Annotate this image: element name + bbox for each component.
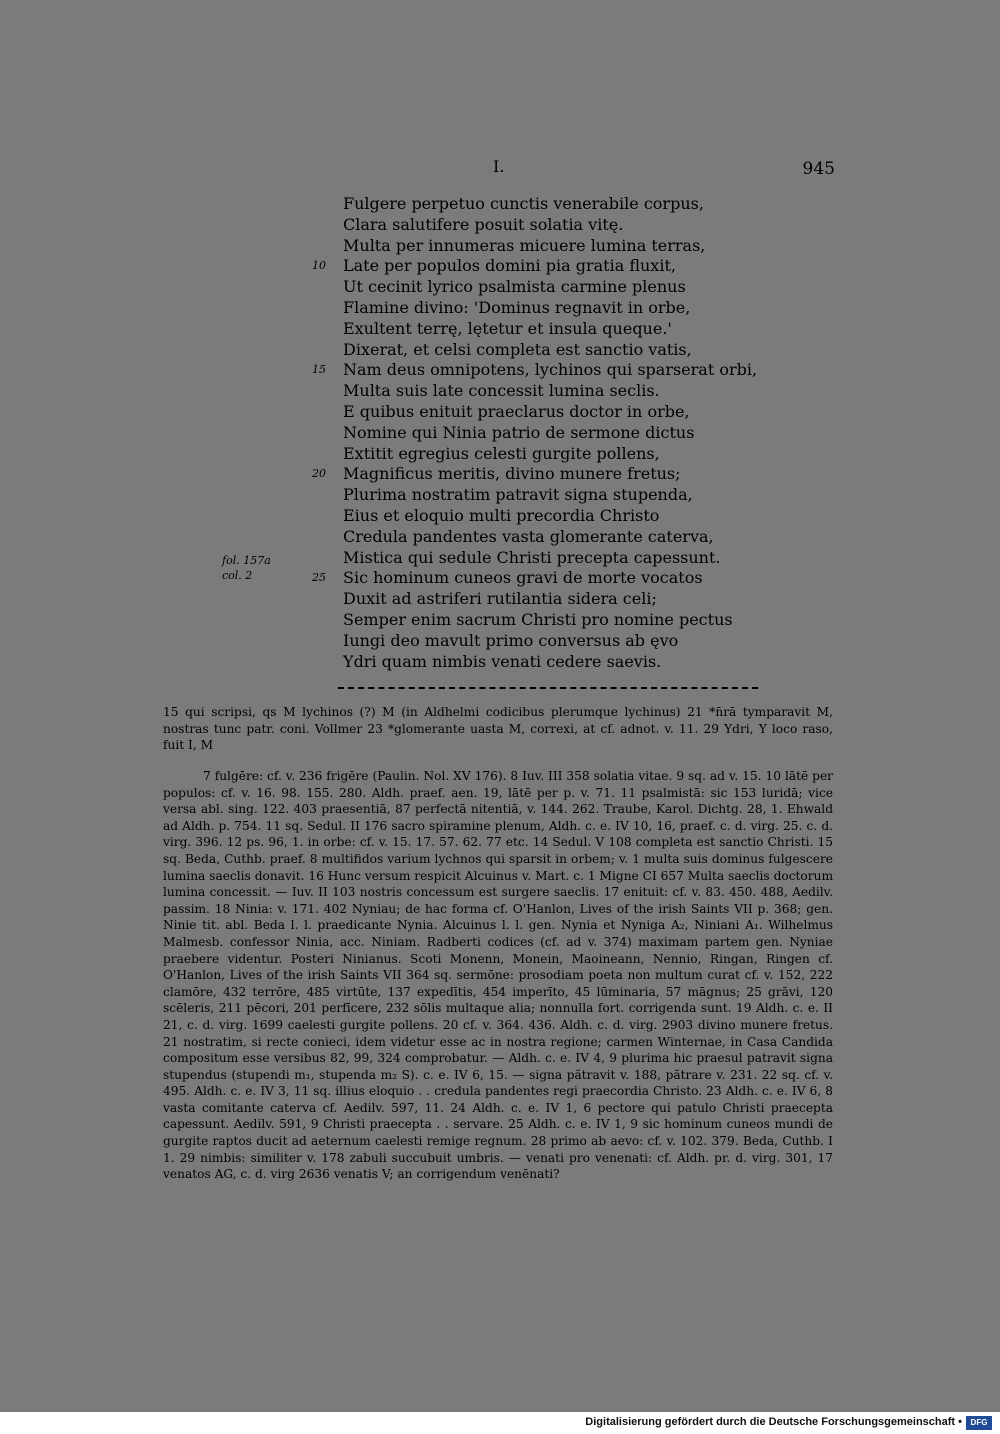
- verse-line: [300, 298, 760, 319]
- verse-line: [300, 215, 760, 236]
- section-divider: [338, 687, 758, 689]
- verse-text: Late per populos domini pia gratia fluxit,: [343, 256, 676, 276]
- verse-text: Credula pandentes vasta glomerante caterva,: [343, 526, 714, 546]
- verse-number: 25: [312, 571, 326, 585]
- verse-text: Sic hominum cuneos gravi de morte vocatos: [343, 568, 703, 588]
- verse-line: [300, 631, 760, 652]
- dfg-logo: DFG: [966, 1416, 992, 1430]
- footer-bar: [0, 1412, 1000, 1434]
- verse-line: [300, 548, 760, 569]
- verse-text: Duxit ad astriferi rutilantia sidera celi;: [343, 589, 657, 609]
- folio-marginal-note: [222, 553, 271, 583]
- verse-text: Exultent terrę, lętetur et insula queque.': [343, 318, 672, 338]
- verse-text: Multa per innumeras micuere lumina terras,: [343, 235, 706, 255]
- verse-text: Clara salutifere posuit solatia vitę.: [343, 214, 624, 234]
- verse-text: Fulgere perpetuo cunctis venerabile corpus,: [343, 194, 704, 213]
- verse-line: [300, 506, 760, 527]
- verse-line: [300, 527, 760, 548]
- verse-line: [300, 568, 760, 589]
- verse-text: Iungi deo mavult primo conversus ab ęvo: [343, 630, 679, 650]
- page-header: [0, 157, 1000, 181]
- verse-text: Plurima nostratim patravit signa stupenda,: [343, 485, 693, 505]
- verse-text: Nomine qui Ninia patrio de sermone dictus: [343, 422, 695, 442]
- verse-line: [300, 652, 760, 673]
- poem-text: [300, 194, 760, 672]
- verse-line: [300, 236, 760, 257]
- verse-text: Eius et eloquio multi precordia Christo: [343, 505, 660, 525]
- verse-text: Ut cecinit lyrico psalmista carmine plenus: [343, 277, 686, 297]
- verse-text: Ydri quam nimbis venati cedere saevis.: [343, 651, 662, 671]
- verse-text: Nam deus omnipotens, lychinos qui sparserat orbi,: [343, 360, 758, 380]
- verse-number: 15: [312, 363, 326, 377]
- verse-line: [300, 256, 760, 277]
- verse-line: [300, 319, 760, 340]
- verse-line: [300, 277, 760, 298]
- verse-text: Extitit egregius celesti gurgite pollens,: [343, 443, 660, 463]
- verse-line: [300, 360, 760, 381]
- verse-line: [300, 340, 760, 361]
- critical-apparatus: 15 qui scripsi, qs M lychinos (?) M (in Aldhelmi codicibus plerumque lychinus) 21 *n̄rā tymparavit M, nostras tunc patr. coni. Vollmer 23 *glomerante uasta M, correxi, at cf. adnot. v. 11. 29 Ydri, Y loco raso, fuit I, M: [163, 705, 833, 753]
- verse-line: [300, 444, 760, 465]
- running-head: I.: [493, 157, 505, 176]
- verse-number: 10: [312, 259, 326, 273]
- verse-text: Mistica qui sedule Christi precepta capessunt.: [343, 547, 721, 567]
- commentary-notes: 7 fulgēre: cf. v. 236 frigēre (Paulin. Nol. XV 176). 8 Iuv. III 358 solatia vitae. 9 sq. ad v. 15. 10 lātē per populos: cf. v. 16. 98. 155. 280. Aldh. praef. aen. 19, lātē per p. v. 71. 11 psalmistā: sic 153 luridā; vice versa abl. sing. 122. 403 praesentiā, 87 perfectā nitentiā, v. 144. 262. Traube, Karol. Dichtg. 28, 1. Ehwald ad Aldh. p. 754. 11 sq. Sedul. II 176 sacro spiramine plenum, Aldh. c. e. IV 10, 16, praef. c. d. virg. 25. c. d. virg. 396. 12 ps. 96, 1. in orbe: cf. v. 15. 17. 57. 62. 77 etc. 14 Sedul. V 108 completa est sanctio Christi. 15 sq. Beda, Cuthb. praef. 8 multifidos varium lychnos qui sparsit in orbem; v. 1 multa suis dominus fulgescere lumina saeclis donavit. 16 Hunc versum respicit Alcuinus v. Mart. c. 1 Migne CI 657 Multa saeclis doctorum lumina concessit. — Iuv. II 103 nostris concessum est surgere saeclis. 17 enituit: cf. v. 83. 450. 488, Aedilv. passim. 18 Ninia: v. 171. 402 Nyniau; de hac forma cf. O'Hanlon, Lives of the irish Saints VII p. 368; gen. Ninie tit. abl. Beda l. l. praedicante Nynia. Alcuinus l. l. gen. Nynia et Nyniga A₂, Niniani A₁. Wilhelmus Malmesb. confessor Ninia, acc. Niniam. Radberti codices (cf. ad v. 374) maximam partem gen. Nyniae praebere videntur. Posteri Ninianus. Scoti Monenn, Monein, Maoineann, Nennio, Ringan, Ringen cf. O'Hanlon, Lives of the irish Saints VII 364 sq. sermōne: prosodiam poeta non multum curat cf. v. 152, 222 clamōre, 432 terrōre, 485 virtūte, 137 expedītis, 454 imperīto, 45 lūminaria, 57 māgnus; 25 grāvi, 120 scēleris, 211 pēcori, 201 perfīcere, 232 sōlis multaque alia; nonnulla fort. corrigenda sunt. 19 Aldh. c. e. II 21, c. d. virg. 1699 caelesti gurgite pollens. 20 cf. v. 364. 436. Aldh. c. d. virg. 2903 divino munere fretus. 21 nostratim, si recte conieci, idem videtur esse ac in nostra regione; carmen Winternae, in Casa Candida compositum esse versibus 82, 99, 324 comprobatur. — Aldh. c. e. IV 4, 9 plurima hic praesul patravit signa stupendus (stupendi m₁, stupenda m₂ S). c. e. IV 6, 15. — signa pătravit v. 188, pătrare v. 231. 22 sq. cf. v. 495. Aldh. c. e. IV 3, 11 sq. illius eloquio . . credula pandentes regi praecordia Christo. 23 Aldh. c. e. IV 6, 8 vasta comitante caterva cf. Aedilv. 597, 11. 24 Aldh. c. e. IV 1, 6 pectore qui patulo Christi praecepta capessunt. Aedilv. 591, 9 Christi praecepta . . servare. 25 Aldh. c. e. IV 1, 9 sic hominum cuneos mundi de gurgite raptos ducit ad aeternum caelesti remige regnum. 28 primo ab aevo: cf. v. 102. 379. Beda, Cuthb. I 1. 29 nimbis: similiter v. 178 zabuli succubuit umbris. — venati pro venenati: cf. Aldh. pr. d. virg. 301, 17 venatos AG, c. d. virg 2636 venatis V; an corrigendum venēnati?: [163, 769, 833, 1182]
- verse-line: [300, 485, 760, 506]
- verse-number: 20: [312, 467, 326, 481]
- funding-credit: Digitalisierung gefördert durch die Deutsche Forschungsgemeinschaft •: [585, 1416, 962, 1428]
- verse-text: Multa suis late concessit lumina seclis.: [343, 381, 660, 401]
- verse-text: Magnificus meritis, divino munere fretus;: [343, 464, 681, 484]
- verse-line: [300, 423, 760, 444]
- verse-line: [300, 402, 760, 423]
- folio-reference: fol. 157a: [222, 554, 271, 567]
- verse-line: [300, 464, 760, 485]
- column-reference: col. 2: [222, 569, 253, 582]
- verse-text: E quibus enituit praeclarus doctor in orbe,: [343, 401, 690, 421]
- verse-line: [300, 589, 760, 610]
- verse-text: Flamine divino: 'Dominus regnavit in orbe,: [343, 297, 691, 317]
- verse-text: Semper enim sacrum Christi pro nomine pectus: [343, 609, 733, 629]
- verse-line: [300, 610, 760, 631]
- verse-text: Dixerat, et celsi completa est sanctio vatis,: [343, 339, 692, 359]
- verse-line: [300, 194, 760, 215]
- verse-line: [300, 381, 760, 402]
- page-number: 945: [802, 159, 835, 179]
